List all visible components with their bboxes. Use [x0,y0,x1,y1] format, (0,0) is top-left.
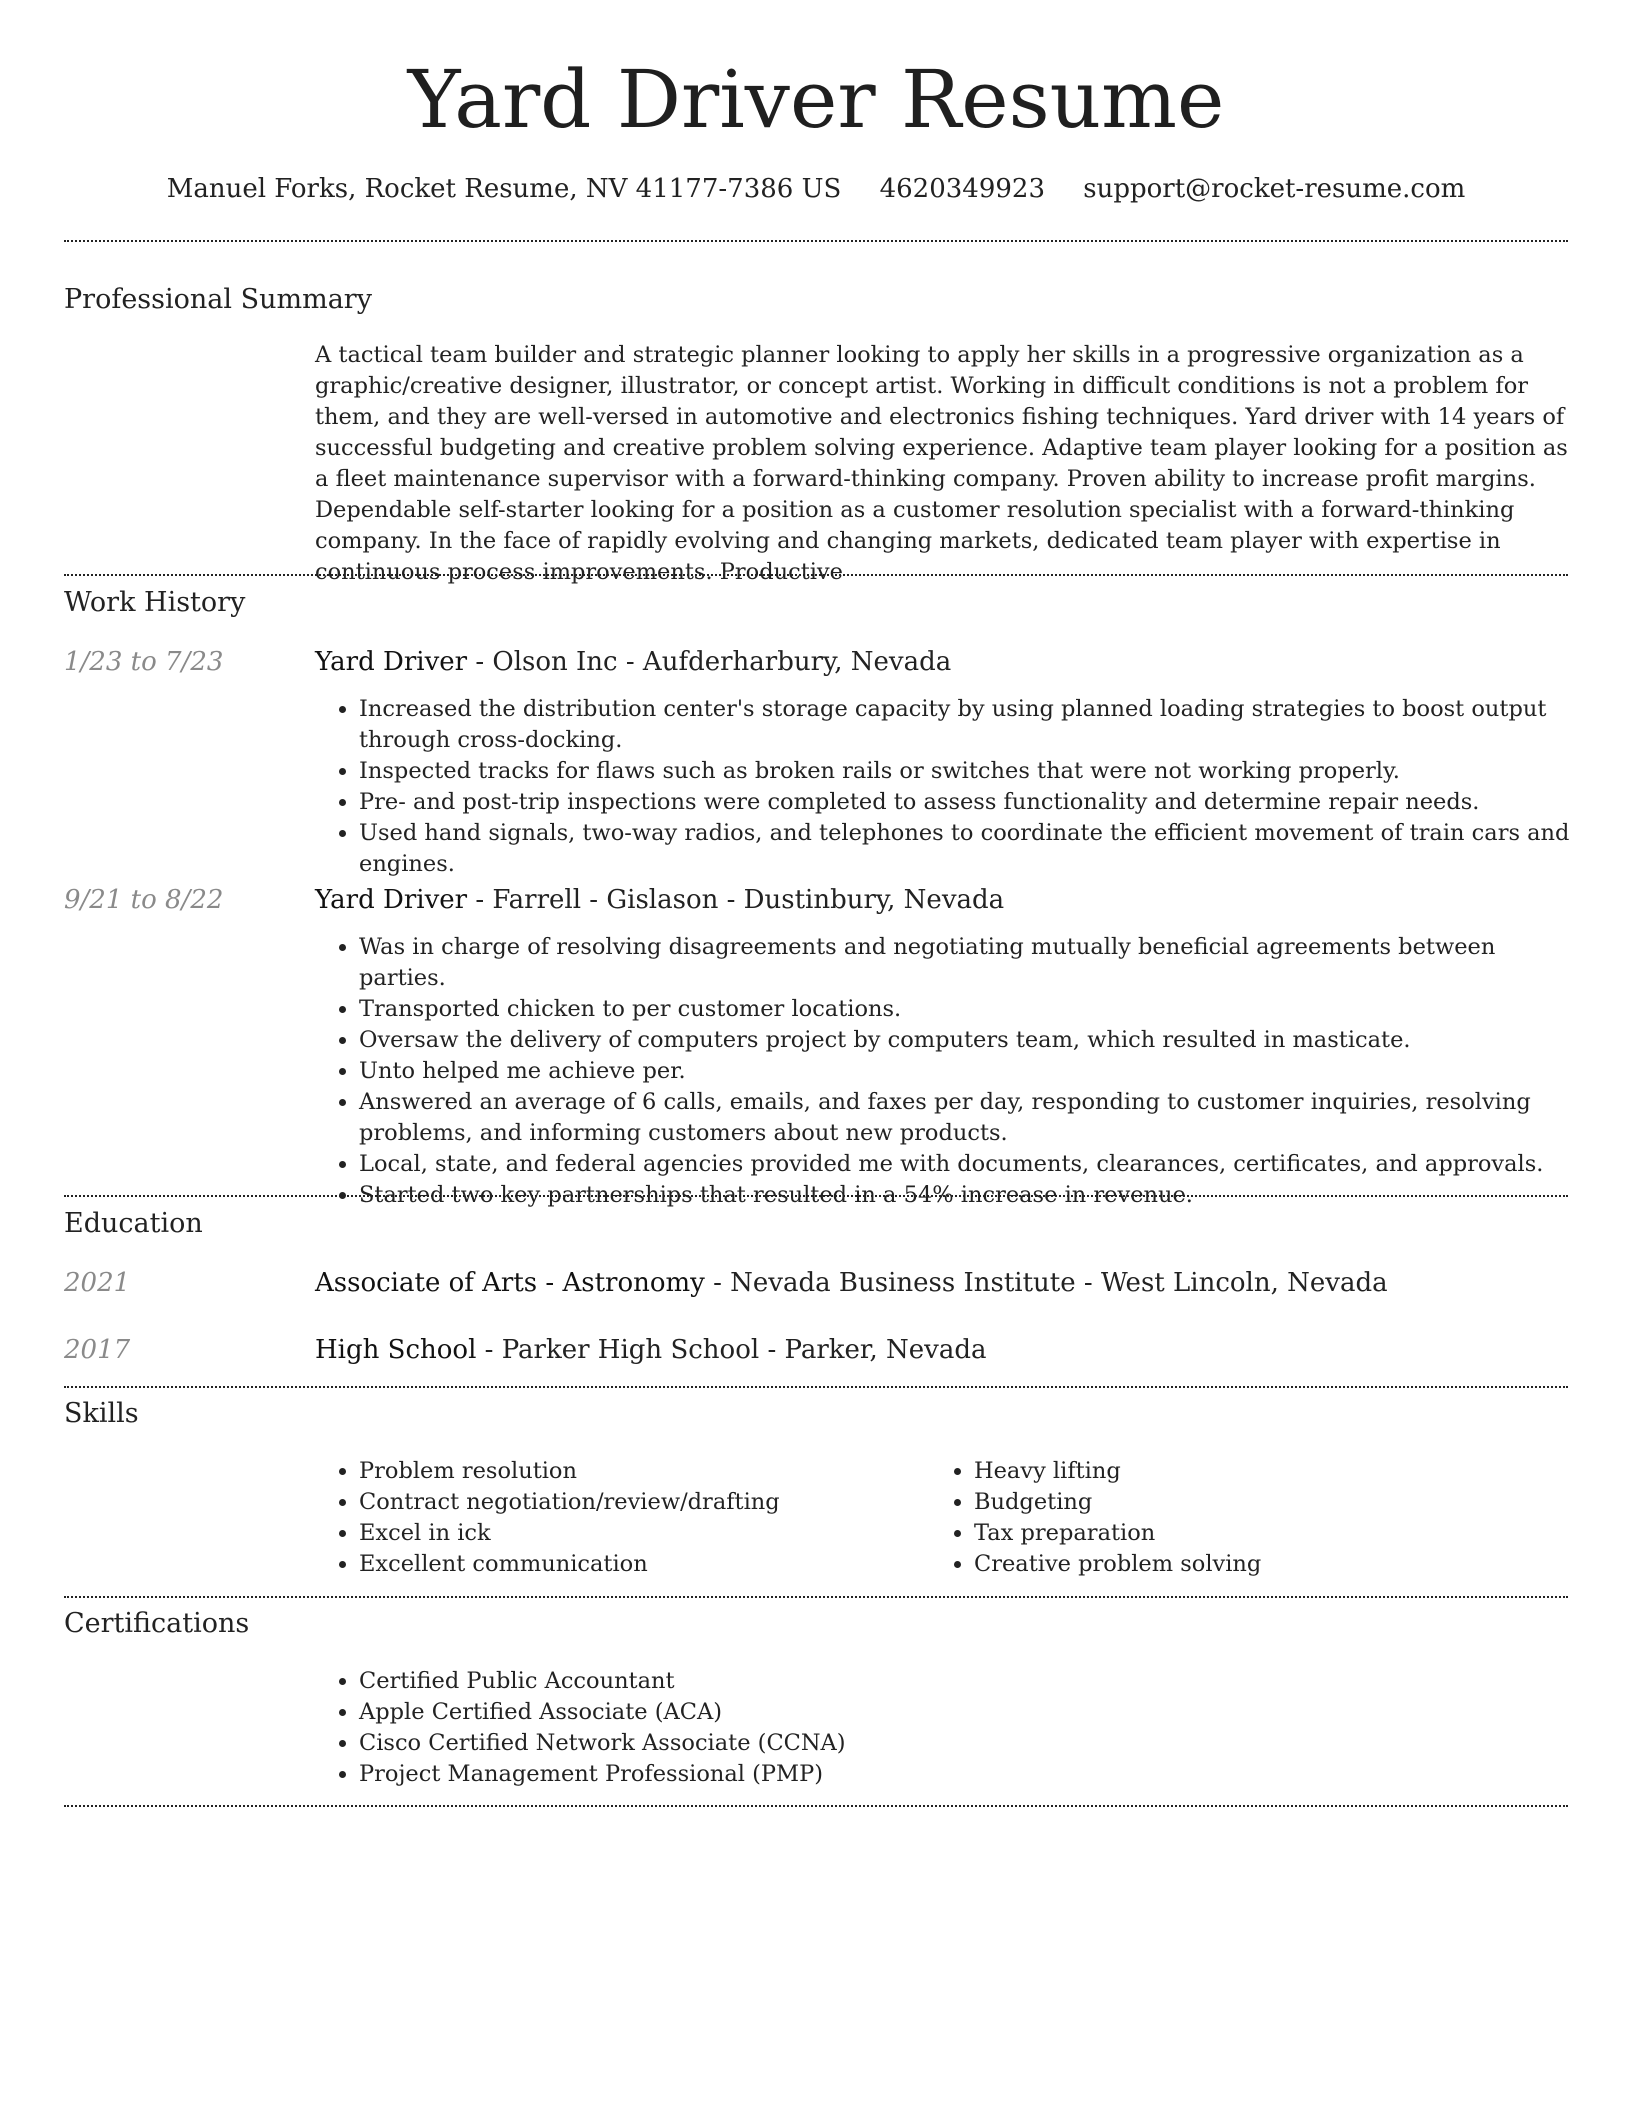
list-item: • Excellent communication [359,1549,919,1580]
list-item: • Increased the distribution center's storage capacity by using planned loading strategies to boost output through cross-docking. [359,694,1570,756]
education-year: 2017 [64,1335,131,1365]
list-item: • Contract negotiation/review/drafting [359,1487,919,1518]
job-title: Yard Driver [315,647,468,677]
job-title: Yard Driver [315,885,468,915]
list-item: • Budgeting [974,1487,1574,1518]
job-dates: 1/23 to 7/23 [64,647,224,677]
divider [64,1386,1568,1388]
section-title-certifications: Certifications [64,1608,250,1639]
list-item: • Answered an average of 6 calls, emails, and faxes per day, responding to customer inquiries, resolving problems, and informing customers about new products. [359,1087,1570,1149]
contact-email: support@rocket-resume.com [1083,174,1466,204]
section-title-summary: Professional Summary [64,284,372,315]
divider [64,1805,1568,1807]
page-title: Yard Driver Resume [407,53,1225,146]
education-heading [315,1334,986,1366]
list-item: • Cisco Certified Network Associate (CCNA) [359,1728,1559,1759]
list-item: • Used hand signals, two-way radios, and telephones to coordinate the efficient movement of train cars and engines. [359,818,1570,880]
summary-text: A tactical team builder and strategic planner looking to apply her skills in a progressive organization as a graphic/creative designer, illustrator, or concept artist. Working in difficult conditions is not a problem for them, and they are well-versed in automotive and electronics fishing techniques. Yard driver with 14 years of successful budgeting and creative problem solving experience. Adaptive team player looking for a position as a fleet maintenance supervisor with a forward-thinking company. Proven ability to increase profit margins. Dependable self-starter looking for a position as a customer resolution specialist with a forward-thinking company. In the face of rapidly evolving and changing markets, dedicated team player with expertise in continuous process improvements. Productive [315,342,1568,585]
list-item: • Tax preparation [974,1518,1574,1549]
contact-phone: 4620349923 [879,174,1046,204]
list-item: • Pre- and post-trip inspections were completed to assess functionality and determine repair needs. [359,787,1570,818]
list-item: • Apple Certified Associate (ACA) [359,1697,1559,1728]
list-item: • Started two key partnerships that resulted in a 54% increase in revenue. [359,1180,1570,1211]
list-item: • Local, state, and federal agencies provided me with documents, clearances, certificates, and approvals. [359,1149,1570,1180]
list-item: • Unto helped me achieve per. [359,1056,1570,1087]
list-item: • Project Management Professional (PMP) [359,1759,1559,1790]
contact-address: Manuel Forks, Rocket Resume, NV 41177-7386 US [166,174,842,204]
job-heading [315,884,1004,916]
education-degree: Associate of Arts - Astronomy [315,1268,705,1298]
divider [64,1195,1568,1197]
job-employer: - Farrell - Gislason - Dustinbury, Nevada [467,885,1005,915]
education-year: 2021 [64,1268,131,1298]
education-heading [315,1267,1388,1299]
job-bullets [315,694,1570,880]
list-item: • Oversaw the delivery of computers project by computers team, which resulted in masticate. [359,1025,1570,1056]
divider [64,240,1568,242]
list-item: • Was in charge of resolving disagreements and negotiating mutually beneficial agreements between parties. [359,932,1570,994]
list-item: • Heavy lifting [974,1456,1574,1487]
list-item: • Inspected tracks for flaws such as broken rails or switches that were not working properly. [359,756,1570,787]
section-title-work-history: Work History [64,587,246,618]
skills-list-right [930,1456,1574,1580]
contact-line [0,172,1632,206]
job-bullets [315,932,1570,1211]
divider [64,1596,1568,1598]
education-school: - Parker High School - Parker, Nevada [476,1335,987,1365]
section-title-skills: Skills [64,1398,139,1429]
list-item: • Excel in ick [359,1518,919,1549]
list-item: • Creative problem solving [974,1549,1574,1580]
education-school: - Nevada Business Institute - West Lincoln, Nevada [704,1268,1388,1298]
list-item: • Certified Public Accountant [359,1666,1559,1697]
skills-list-left [315,1456,919,1580]
certifications-list [315,1666,1559,1790]
list-item: • Transported chicken to per customer locations. [359,994,1570,1025]
job-heading [315,646,951,678]
job-employer: - Olson Inc - Aufderharbury, Nevada [467,647,952,677]
divider [64,574,1568,576]
job-dates: 9/21 to 8/22 [64,885,224,915]
list-item: • Problem resolution [359,1456,919,1487]
education-degree: High School [315,1335,477,1365]
section-title-education: Education [64,1208,203,1239]
